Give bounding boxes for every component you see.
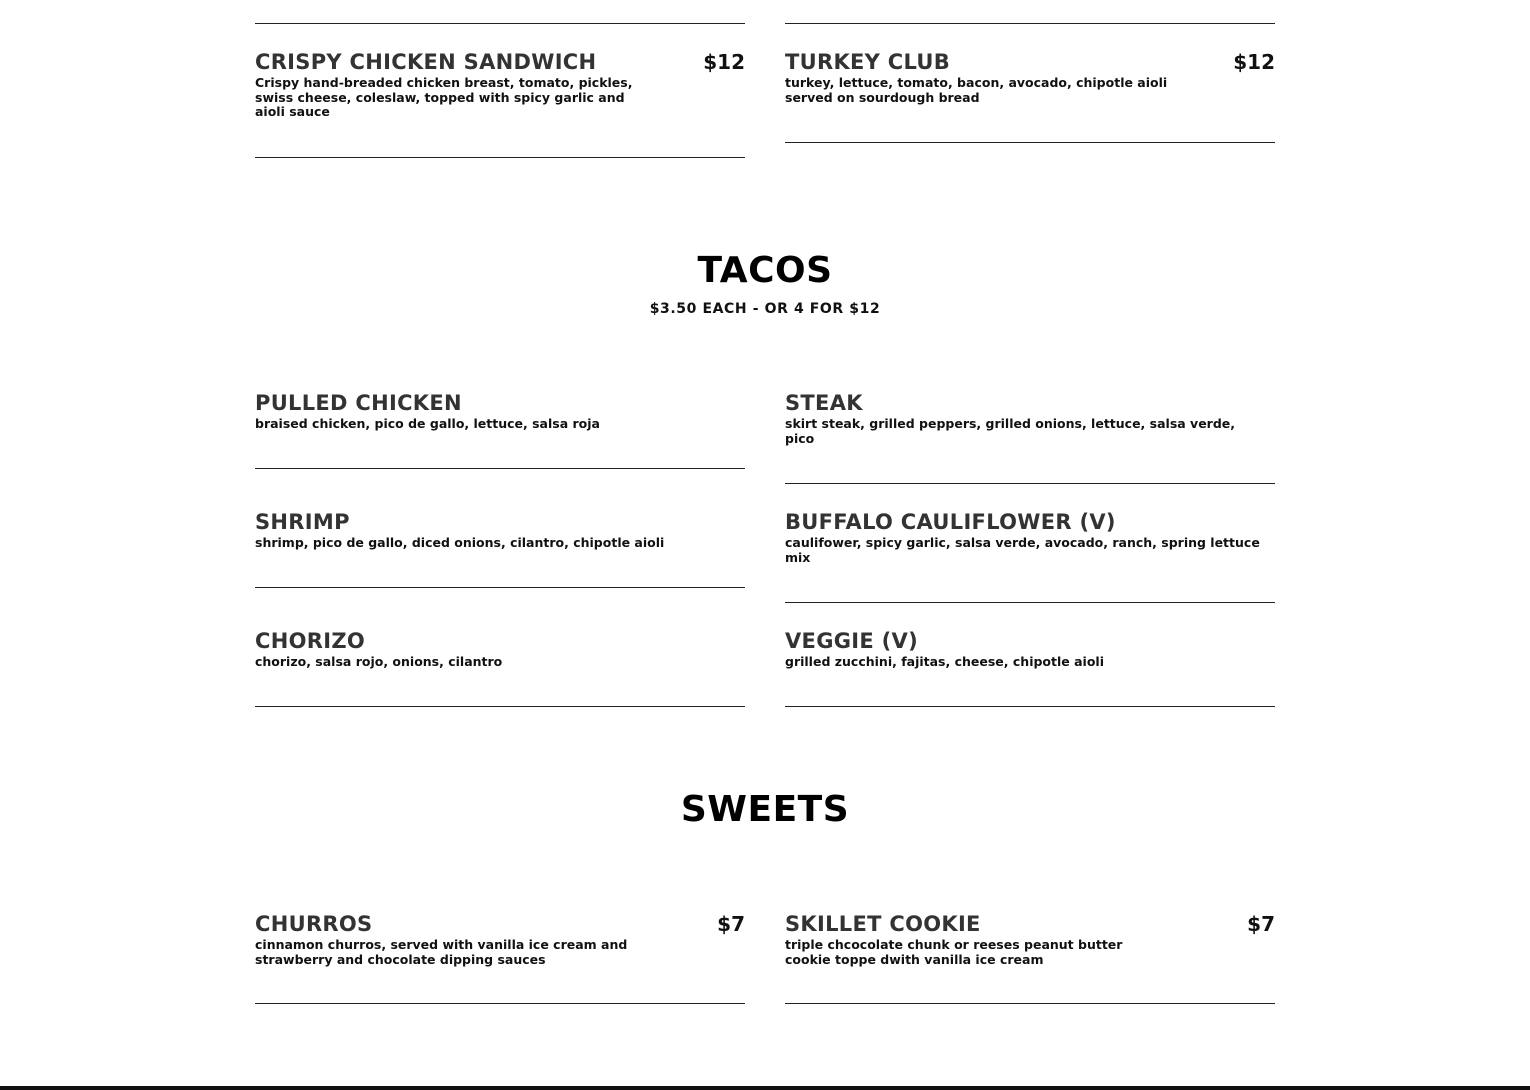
menu-item-shrimp <box>255 510 745 551</box>
item-price: $12 <box>1233 50 1275 74</box>
divider <box>255 468 745 469</box>
divider <box>785 706 1275 707</box>
menu-item-skillet-cookie <box>785 912 1275 967</box>
item-name: SHRIMP <box>255 510 350 534</box>
item-name: SKILLET COOKIE <box>785 912 981 936</box>
item-name: STEAK <box>785 391 863 415</box>
menu-item-veggie <box>785 629 1275 670</box>
section-title-sweets: SWEETS <box>680 789 850 830</box>
item-price: $7 <box>717 912 745 936</box>
item-price: $7 <box>1247 912 1275 936</box>
divider <box>785 1003 1275 1004</box>
item-description: shrimp, pico de gallo, diced onions, cilantro, chipotle aioli <box>255 535 665 550</box>
divider <box>785 483 1275 484</box>
divider <box>255 587 745 588</box>
divider <box>785 142 1275 143</box>
item-description: braised chicken, pico de gallo, lettuce, salsa roja <box>255 416 600 431</box>
divider <box>255 1003 745 1004</box>
item-description: cinnamon churros, served with vanilla ice cream and strawberry and chocolate dipping sauces <box>255 937 628 967</box>
menu-item-churros <box>255 912 745 967</box>
item-name: BUFFALO CAULIFLOWER (V) <box>785 510 1116 534</box>
item-description: triple chcocolate chunk or reeses peanut butter cookie toppe dwith vanilla ice cream <box>785 937 1123 967</box>
item-name: TURKEY CLUB <box>785 50 951 74</box>
item-description: skirt steak, grilled peppers, grilled onions, lettuce, salsa verde, pico <box>785 416 1236 446</box>
divider <box>255 157 745 158</box>
item-name: CRISPY CHICKEN SANDWICH <box>255 50 597 74</box>
divider <box>255 706 745 707</box>
item-description: turkey, lettuce, tomato, bacon, avocado, chipotle aioli served on sourdough bread <box>785 75 1168 105</box>
section-title-tacos: TACOS <box>697 250 833 291</box>
item-description: Crispy hand-breaded chicken breast, tomato, pickles, swiss cheese, coleslaw, topped with spicy garlic and aioli sauce <box>255 75 633 119</box>
divider <box>255 23 745 24</box>
item-name: CHORIZO <box>255 629 366 653</box>
menu-item-chorizo <box>255 629 745 670</box>
divider <box>785 23 1275 24</box>
item-description: chorizo, salsa rojo, onions, cilantro <box>255 654 503 669</box>
menu-item-crispy-chicken-sandwich <box>255 50 745 120</box>
footer-edge-bar <box>0 1086 1530 1090</box>
item-name: VEGGIE (V) <box>785 629 918 653</box>
menu-item-pulled-chicken <box>255 391 745 432</box>
divider <box>785 602 1275 603</box>
item-description: grilled zucchini, fajitas, cheese, chipotle aioli <box>785 654 1104 669</box>
menu-item-steak <box>785 391 1275 446</box>
item-description: caulifower, spicy garlic, salsa verde, avocado, ranch, spring lettuce mix <box>785 535 1260 565</box>
menu-item-buffalo-cauliflower <box>785 510 1275 565</box>
menu-item-turkey-club <box>785 50 1275 105</box>
item-price: $12 <box>703 50 745 74</box>
section-subtitle-tacos: $3.50 EACH - OR 4 FOR $12 <box>649 301 881 317</box>
item-name: CHURROS <box>255 912 373 936</box>
item-name: PULLED CHICKEN <box>255 391 462 415</box>
